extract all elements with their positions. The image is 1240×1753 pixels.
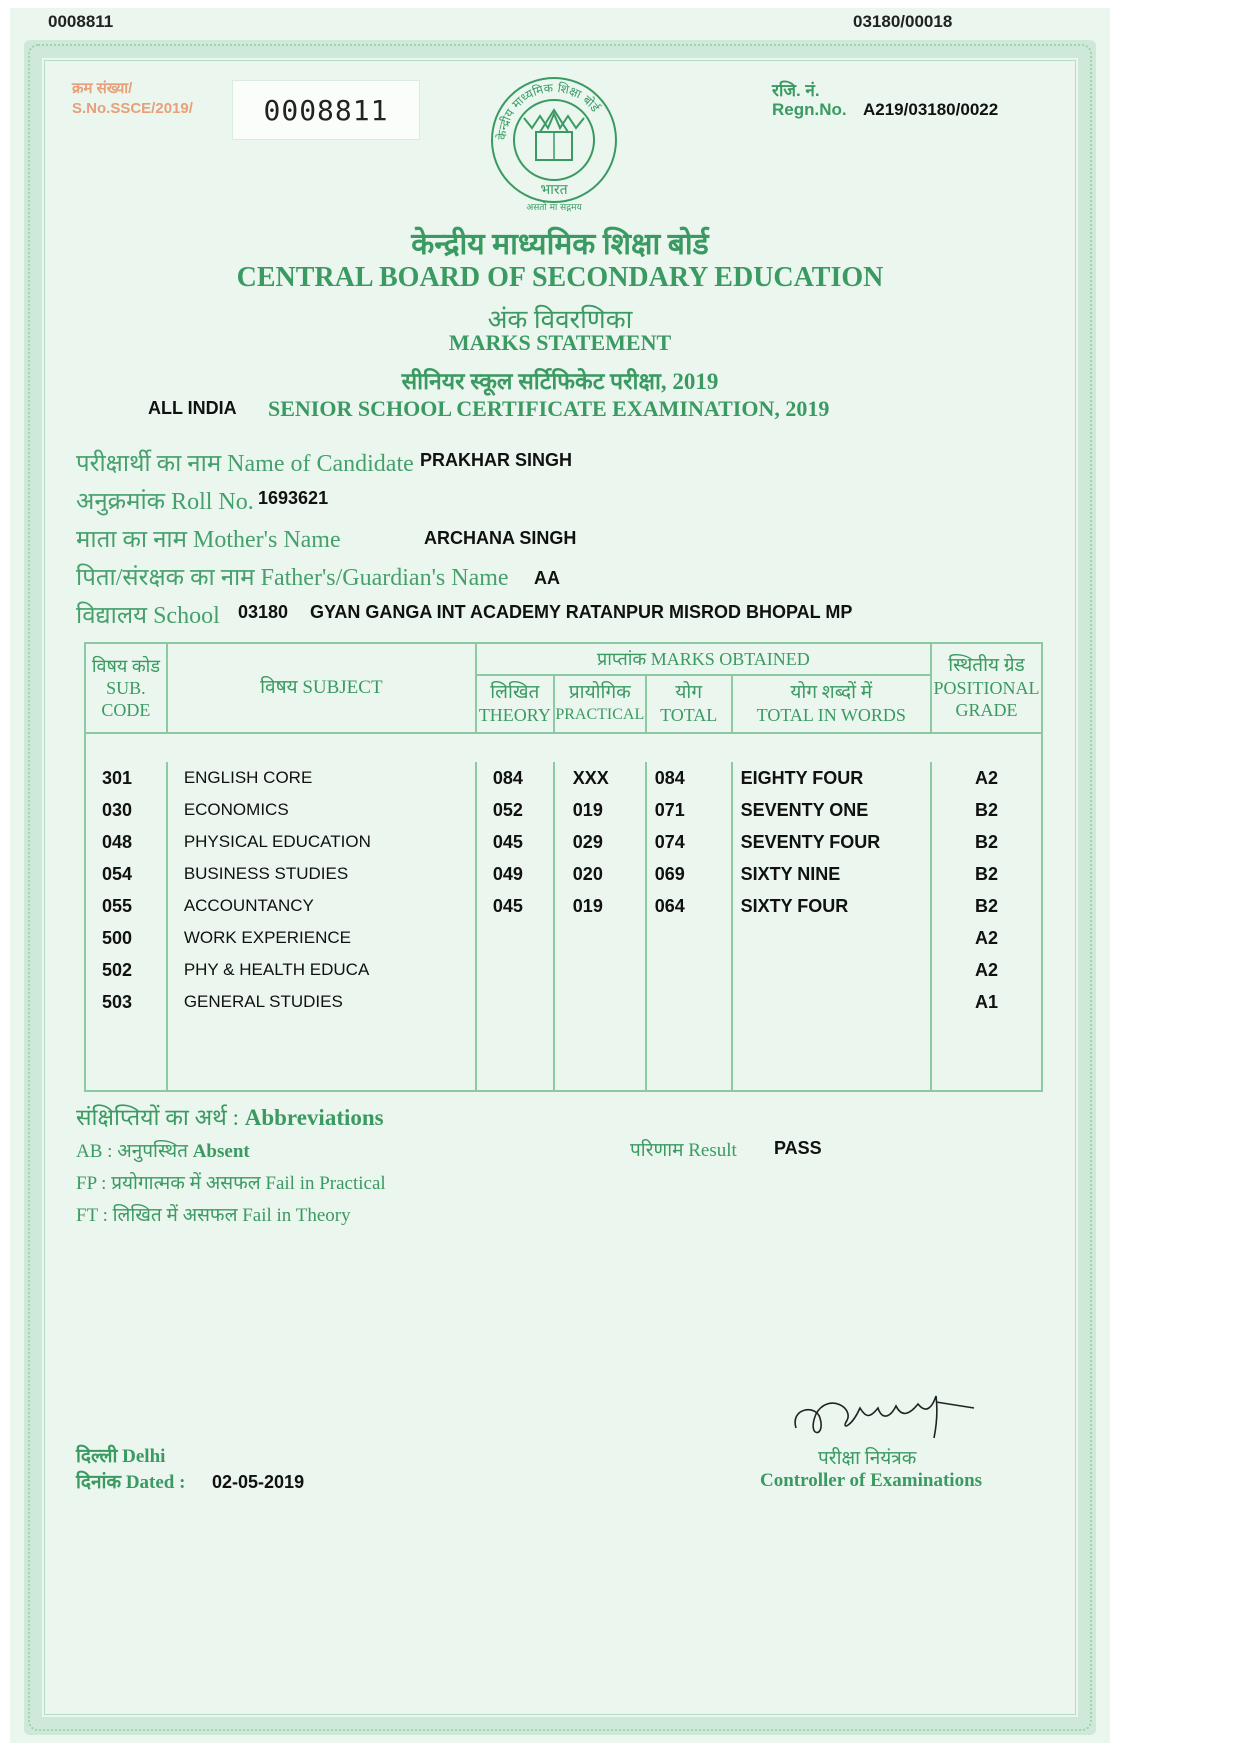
header-practical: प्रायोगिक PRACTICAL bbox=[554, 675, 646, 733]
regn-label-en: Regn.No. bbox=[772, 100, 847, 119]
result-value: PASS bbox=[774, 1138, 822, 1158]
subject-row bbox=[85, 826, 1042, 858]
top-left-number: 0008811 bbox=[48, 12, 114, 31]
theory-marks: 084 bbox=[476, 762, 554, 794]
positional-grade: A1 bbox=[931, 986, 1042, 1018]
top-right-number: 03180/00018 bbox=[853, 12, 953, 31]
subject-name: ENGLISH CORE bbox=[167, 762, 476, 794]
board-name-hi: केन्द्रीय माध्यमिक शिक्षा बोर्ड bbox=[411, 228, 709, 261]
mother-name: ARCHANA SINGH bbox=[424, 528, 577, 548]
subject-code: 502 bbox=[85, 954, 167, 986]
positional-grade: A2 bbox=[931, 954, 1042, 986]
dated-value: 02-05-2019 bbox=[212, 1472, 305, 1492]
school-code: 03180 bbox=[238, 602, 289, 622]
practical-marks: XXX bbox=[554, 762, 646, 794]
total-in-words: SIXTY NINE bbox=[732, 858, 931, 890]
total-marks: 071 bbox=[646, 794, 732, 826]
marks-table bbox=[84, 642, 1043, 1092]
theory-marks: 045 bbox=[476, 890, 554, 922]
scope-label: ALL INDIA bbox=[148, 398, 237, 418]
subject-name: PHY & HEALTH EDUCA bbox=[167, 954, 476, 986]
total-in-words bbox=[732, 986, 931, 1018]
dated-label: दिनांक Dated : bbox=[76, 1472, 186, 1493]
roll-label: अनुक्रमांक Roll No. bbox=[76, 489, 254, 515]
positional-grade: A2 bbox=[931, 762, 1042, 794]
subject-row bbox=[85, 890, 1042, 922]
candidate-name-label: परीक्षार्थी का नाम Name of Candidate bbox=[76, 451, 414, 477]
father-name: AA bbox=[534, 568, 560, 588]
header-subject: विषय SUBJECT bbox=[167, 643, 476, 733]
total-marks: 074 bbox=[646, 826, 732, 858]
practical-marks bbox=[554, 954, 646, 986]
controller-signature bbox=[786, 1378, 986, 1448]
subject-row bbox=[85, 922, 1042, 954]
controller-label-hi: परीक्षा नियंत्रक bbox=[818, 1448, 917, 1469]
subject-row bbox=[85, 858, 1042, 890]
place-label: दिल्ली Delhi bbox=[76, 1446, 166, 1467]
total-marks: 084 bbox=[646, 762, 732, 794]
theory-marks bbox=[476, 954, 554, 986]
subject-row bbox=[85, 794, 1042, 826]
roll-number: 1693621 bbox=[258, 488, 329, 508]
practical-marks: 029 bbox=[554, 826, 646, 858]
subject-name: ECONOMICS bbox=[167, 794, 476, 826]
mother-name-label: माता का नाम Mother's Name bbox=[76, 527, 341, 553]
theory-marks bbox=[476, 986, 554, 1018]
emblem-inner-text: भारत bbox=[540, 182, 568, 198]
emblem-outer-text: केन्द्रीय माध्यमिक शिक्षा बोर्ड bbox=[494, 80, 603, 141]
theory-marks: 049 bbox=[476, 858, 554, 890]
subject-name: WORK EXPERIENCE bbox=[167, 922, 476, 954]
exam-name-en: SENIOR SCHOOL CERTIFICATE EXAMINATION, 2019 bbox=[268, 396, 830, 421]
total-in-words: EIGHTY FOUR bbox=[732, 762, 931, 794]
serial-label-hi: क्रम संख्या/ bbox=[72, 80, 133, 97]
header-code: विषय कोड SUB. CODE bbox=[85, 643, 167, 733]
theory-marks bbox=[476, 922, 554, 954]
subject-code: 048 bbox=[85, 826, 167, 858]
serial-label-en: S.No.SSCE/2019/ bbox=[72, 100, 193, 117]
abbr-ab: AB : अनुपस्थित Absent bbox=[76, 1141, 250, 1162]
subject-code: 503 bbox=[85, 986, 167, 1018]
marks-statement-sheet bbox=[10, 8, 1110, 1743]
father-name-label: पिता/संरक्षक का नाम Father's/Guardian's Name bbox=[76, 565, 509, 591]
total-in-words: SEVENTY ONE bbox=[732, 794, 931, 826]
practical-marks: 020 bbox=[554, 858, 646, 890]
regn-number: A219/03180/0022 bbox=[863, 100, 999, 119]
practical-marks bbox=[554, 922, 646, 954]
total-marks: 069 bbox=[646, 858, 732, 890]
board-name-en: CENTRAL BOARD OF SECONDARY EDUCATION bbox=[236, 262, 884, 293]
school-name: GYAN GANGA INT ACADEMY RATANPUR MISROD BHOPAL MP bbox=[310, 602, 853, 622]
subject-name: ACCOUNTANCY bbox=[167, 890, 476, 922]
header-grade: स्थितीय ग्रेड POSITIONAL GRADE bbox=[931, 643, 1042, 733]
abbr-fp: FP : प्रयोगात्मक में असफल Fail in Practical bbox=[76, 1173, 386, 1194]
header-marks-obtained: प्राप्तांक MARKS OBTAINED bbox=[476, 643, 931, 675]
total-marks bbox=[646, 922, 732, 954]
positional-grade: B2 bbox=[931, 826, 1042, 858]
subject-code: 500 bbox=[85, 922, 167, 954]
cbse-emblem bbox=[484, 70, 624, 220]
positional-grade: B2 bbox=[931, 858, 1042, 890]
positional-grade: B2 bbox=[931, 794, 1042, 826]
subject-row bbox=[85, 762, 1042, 794]
result-label: परिणाम Result bbox=[630, 1140, 737, 1161]
positional-grade: A2 bbox=[931, 922, 1042, 954]
theory-marks: 045 bbox=[476, 826, 554, 858]
regn-label-hi: रजि. नं. bbox=[772, 81, 820, 100]
total-marks bbox=[646, 954, 732, 986]
subject-name: BUSINESS STUDIES bbox=[167, 858, 476, 890]
controller-label-en: Controller of Examinations bbox=[760, 1470, 983, 1491]
subject-code: 030 bbox=[85, 794, 167, 826]
subject-name: GENERAL STUDIES bbox=[167, 986, 476, 1018]
positional-grade: B2 bbox=[931, 890, 1042, 922]
abbr-ft: FT : लिखित में असफल Fail in Theory bbox=[76, 1205, 351, 1226]
subject-row bbox=[85, 954, 1042, 986]
total-in-words: SEVENTY FOUR bbox=[732, 826, 931, 858]
header-theory: लिखित THEORY bbox=[476, 675, 554, 733]
subject-code: 054 bbox=[85, 858, 167, 890]
exam-name-hi: सीनियर स्कूल सर्टिफिकेट परीक्षा, 2019 bbox=[401, 369, 719, 394]
total-marks bbox=[646, 986, 732, 1018]
total-marks: 064 bbox=[646, 890, 732, 922]
doc-title-hi: अंक विवरणिका bbox=[487, 305, 633, 334]
abbreviations-list bbox=[76, 1136, 386, 1232]
total-in-words bbox=[732, 922, 931, 954]
header-total-words: योग शब्दों में TOTAL IN WORDS bbox=[732, 675, 931, 733]
doc-title-en: MARKS STATEMENT bbox=[448, 330, 672, 355]
emblem-motto: असतो मा सद्गमय bbox=[526, 203, 582, 213]
header-total: योग TOTAL bbox=[646, 675, 732, 733]
total-in-words: SIXTY FOUR bbox=[732, 890, 931, 922]
practical-marks: 019 bbox=[554, 890, 646, 922]
subject-code: 055 bbox=[85, 890, 167, 922]
subject-code: 301 bbox=[85, 762, 167, 794]
theory-marks: 052 bbox=[476, 794, 554, 826]
school-label: विद्यालय School bbox=[76, 603, 220, 629]
abbreviations-title: संक्षिप्तियों का अर्थ : Abbreviations bbox=[76, 1105, 384, 1130]
practical-marks bbox=[554, 986, 646, 1018]
total-in-words bbox=[732, 954, 931, 986]
practical-marks: 019 bbox=[554, 794, 646, 826]
candidate-name: PRAKHAR SINGH bbox=[420, 450, 573, 470]
subject-name: PHYSICAL EDUCATION bbox=[167, 826, 476, 858]
subject-row bbox=[85, 986, 1042, 1018]
serial-number-box: 0008811 bbox=[232, 80, 420, 140]
